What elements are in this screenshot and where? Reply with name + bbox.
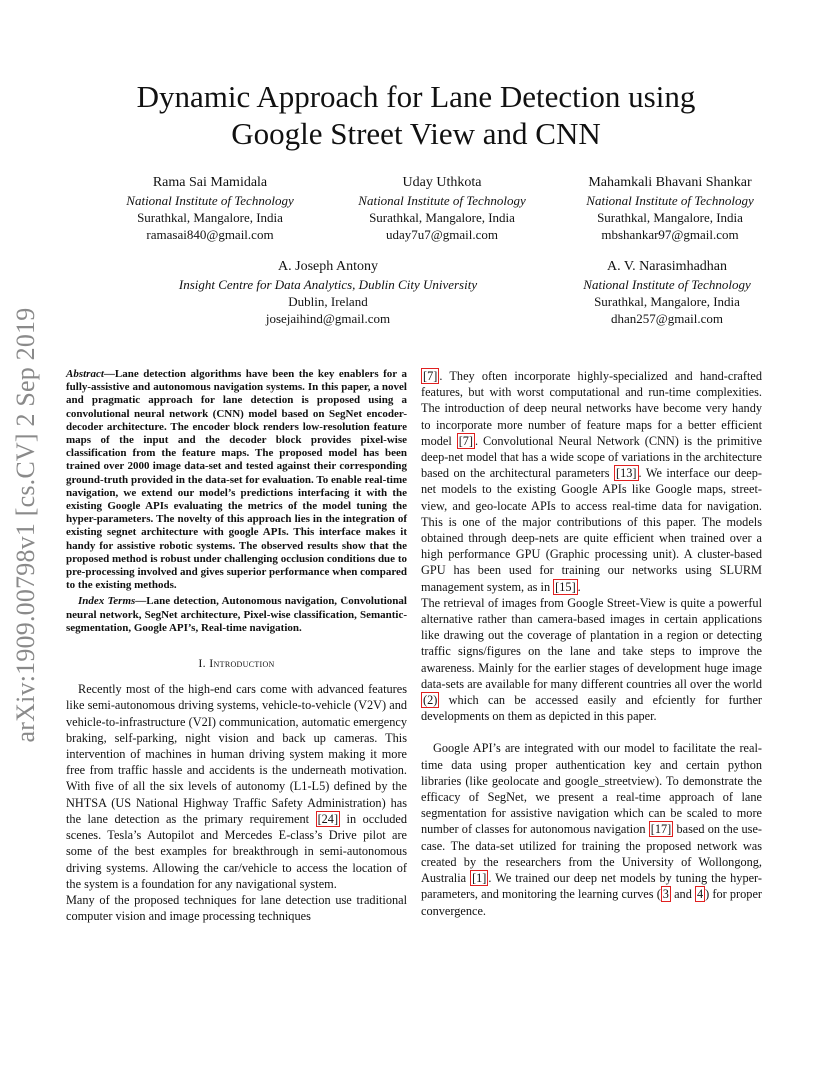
citation-link[interactable]: [17] xyxy=(650,822,672,837)
text-run: which can be accessed easily and efciently for further developments on them as depicted in this paper. xyxy=(421,693,762,724)
author-affiliation: National Institute of Technology xyxy=(586,193,754,208)
title-line-2: Google Street View and CNN xyxy=(231,116,601,151)
text-run: Many of the proposed techniques for lane detection use traditional computer vision and image processing techniques xyxy=(66,892,407,924)
paper-title xyxy=(66,78,766,152)
citation-link[interactable]: [24] xyxy=(317,811,339,826)
text-run: . We interface our deep-net models to the existing Google APIs like Google maps, street-view, and geo-locate APIs to access real-time data for navigation. This is one of the major contributions of this paper. The models obtained through deep-nets are quite efficient when trained over a high performance GPU (Graphic processing unit). A cluster-based GPU has been used for training our networks using SLURM management system, as in xyxy=(421,466,762,594)
text-run: Recently most of the high-end cars come with advanced features like semi-autonomous driving systems, vehicle-to-vehicle (V2V) and vehicle-to-infrastructure (V2I) communication, automatic emergency braking, self-parking, night vision and back up cameras. This intervention of machines in human driving system making it more free from traffic hassle and accidents is the underneath motivation. With five of all the six levels of autonomy (L1-L5) defined by the NHTSA (US National Highway Traffic Safety Administration) has the lane detection as the primary requirement xyxy=(66,682,407,826)
author-email: mbshankar97@gmail.com xyxy=(601,227,739,242)
text-run: and xyxy=(670,887,696,902)
text-run: based on the use-case. The data-set utilized for training the proposed network was created by the researchers from the University of Wollongong, Australia xyxy=(421,822,763,886)
index-terms-label: Index Terms xyxy=(78,595,136,608)
intro-paragraph-2-start xyxy=(66,892,407,924)
author-3 xyxy=(570,174,770,243)
abstract-label: Abstract xyxy=(66,368,104,380)
author-affiliation: National Institute of Technology xyxy=(126,193,294,208)
left-column xyxy=(66,368,407,924)
index-terms-text: —Lane detection, Autonomous navigation, Convolutional neural network, SegNet architecture, Pixel-wise classification, Semantic-segmentation, Google API’s, Real-time navigation. xyxy=(66,595,407,634)
text-run: . We trained our deep net models by tuning the hyper-parameters, and monitoring the learning curves ( xyxy=(421,871,762,902)
author-name: Uday Uthkota xyxy=(402,175,482,190)
text-run: ) for proper convergence. xyxy=(421,887,762,918)
author-4 xyxy=(158,258,498,327)
author-name: Rama Sai Mamidala xyxy=(152,175,268,190)
author-email: josejaihind@gmail.com xyxy=(265,311,391,326)
author-email: ramasai840@gmail.com xyxy=(146,227,274,242)
author-email: dhan257@gmail.com xyxy=(611,311,723,326)
abstract xyxy=(66,368,407,592)
section-title: Introduction xyxy=(209,656,275,671)
author-location: Surathkal, Mangalore, India xyxy=(594,294,740,309)
text-run: . xyxy=(577,579,581,594)
author-location: Dublin, Ireland xyxy=(288,294,368,309)
arxiv-stamp xyxy=(6,290,46,760)
text-run: . Convolutional Neural Network (CNN) is the primitive deep-net model that has a wide scope of variations in the architecture based on the architectural parameters xyxy=(421,433,763,481)
author-2 xyxy=(342,174,542,243)
citation-link[interactable]: [15] xyxy=(555,579,576,594)
intro-paragraph-3 xyxy=(421,595,762,725)
author-affiliation: Insight Centre for Data Analytics, Dublin City University xyxy=(178,277,478,292)
section-heading-introduction xyxy=(66,655,407,671)
author-affiliation: National Institute of Technology xyxy=(583,277,751,292)
citation-link[interactable]: [7] xyxy=(423,369,438,383)
citation-link[interactable]: [1] xyxy=(472,871,487,886)
title-line-1: Dynamic Approach for Lane Detection using xyxy=(136,79,696,114)
citation-link[interactable]: [13] xyxy=(616,466,637,481)
figure-link[interactable]: 4 xyxy=(697,887,704,902)
section-numeral: I. xyxy=(198,656,206,671)
author-email: uday7u7@gmail.com xyxy=(386,227,498,242)
author-location: Surathkal, Mangalore, India xyxy=(137,210,283,225)
author-name: A. V. Narasimhadhan xyxy=(606,259,728,274)
text-run: The retrieval of images from Google Street-View is quite a powerful alternative rather than camera-based images in certain applications like drawing out the coverage of plantation in a region or detecting traffic signs/figures on the lane and take steps to improve the awareness. Mainly for the earlier stages of development huge image data-sets are available for many different countries all over the world xyxy=(421,595,762,691)
abstract-text: —Lane detection algorithms have been the key enablers for a fully-assistive and autonomous navigation systems. In this paper, a novel and pragmatic approach for lane detection is proposed using a convolutional neural network (CNN) model based on SegNet encoder-decoder architecture. The encoder block renders low-resolution feature maps of the input and the decoder block provides pixel-wise classification from the feature maps. The proposed model has been trained over 2000 image data-set and tested against their corresponding ground-truth provided in the data-set for evaluation. To enable real-time navigation, we extend our model’s predictions interfacing it with the existing Google APIs evaluating the metrics of the model tuning the hyper-parameters. The novelty of this approach lies in the integration of existing segnet architecture with google APIs. This interface makes it handy for assistive robotic systems. The observed results show that the proposed method is robust under challenging occlusion conditions due to pre-processing involved and gives superior performance when compared to the existing methods. xyxy=(66,368,407,592)
arxiv-identifier: arXiv:1909.00798v1 [cs.CV] 2 Sep 2019 xyxy=(11,307,40,743)
author-name: Mahamkali Bhavani Shankar xyxy=(588,175,752,190)
intro-paragraph-1 xyxy=(66,681,407,892)
intro-paragraph-2-cont xyxy=(421,368,762,595)
text-run: . They often incorporate highly-specialized and hand-crafted features, but with worst computational and run-time complexities. The introduction of deep neural networks have become very handy to incorporate more number of feature maps for a better efficient model xyxy=(421,369,762,448)
author-location: Surathkal, Mangalore, India xyxy=(369,210,515,225)
text-run: in occluded scenes. Tesla’s Autopilot and Mercedes E-class’s Drive pilot are some of the best examples for breakthrough in semi-autonomous driving systems. Allowing the car/vehicle to access the location of the system is a foundation for any navigational system. xyxy=(66,811,407,891)
figure-link[interactable]: 3 xyxy=(662,887,669,902)
author-affiliation: National Institute of Technology xyxy=(358,193,526,208)
index-terms xyxy=(66,595,407,635)
citation-link[interactable]: [7] xyxy=(458,433,474,448)
author-5 xyxy=(567,258,767,327)
figure-link[interactable]: (2) xyxy=(423,693,438,708)
intro-paragraph-4 xyxy=(421,740,762,918)
author-name: A. Joseph Antony xyxy=(278,259,378,274)
right-column xyxy=(421,368,762,919)
text-run: Google API’s are integrated with our model to facilitate the real-time data using proper authentication key and certain python libraries (like geolocate and google_streetview). To demonstrate the efficacy of SegNet, we present a real-time approach of lane segmentation for assistive navigation which can be scaled to more number of classes for autonomous navigation xyxy=(421,741,762,837)
author-1 xyxy=(110,174,310,243)
author-location: Surathkal, Mangalore, India xyxy=(597,210,743,225)
